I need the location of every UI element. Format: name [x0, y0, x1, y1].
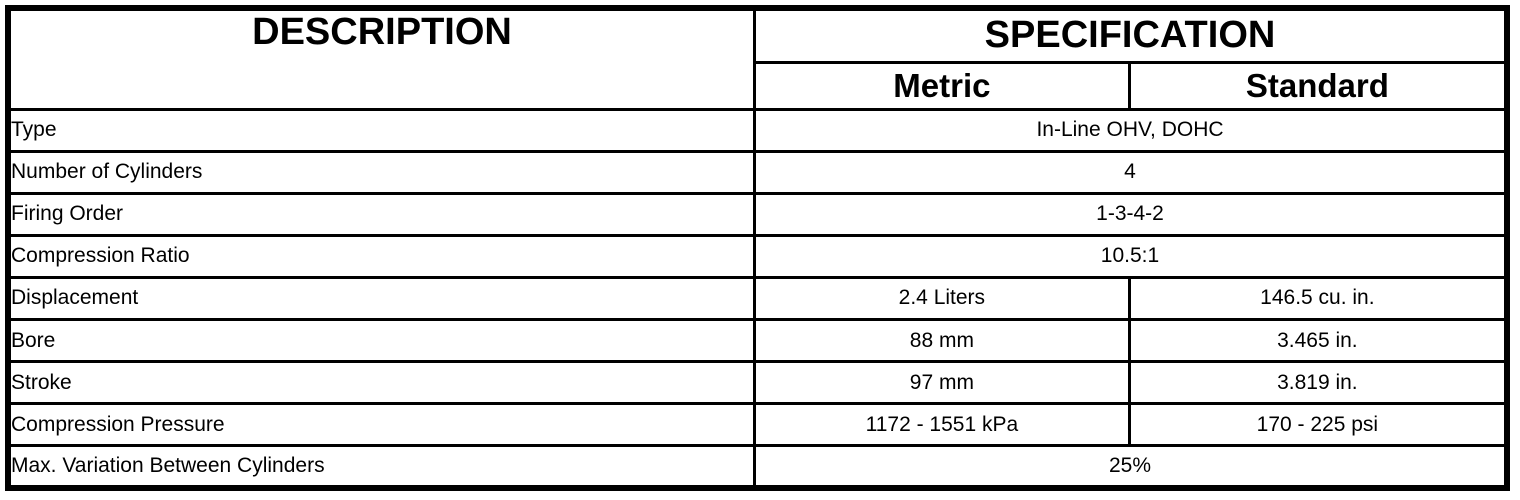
table-row-compression-pressure — [8, 404, 1507, 446]
row-value: 4 — [755, 151, 1508, 193]
row-description: Stroke — [8, 362, 755, 404]
header-description: DESCRIPTION — [8, 8, 755, 109]
table-row-compression-ratio — [8, 235, 1507, 277]
row-standard-value: 3.465 in. — [1129, 320, 1507, 362]
row-description: Compression Pressure — [8, 404, 755, 446]
row-value: In-Line OHV, DOHC — [755, 109, 1508, 151]
engine-specifications-table — [5, 5, 1510, 491]
row-description: Firing Order — [8, 193, 755, 235]
row-description: Max. Variation Between Cylinders — [8, 446, 755, 488]
row-standard-value: 170 - 225 psi — [1129, 404, 1507, 446]
row-metric-value: 88 mm — [755, 320, 1130, 362]
table-row-firing-order — [8, 193, 1507, 235]
row-metric-value: 1172 - 1551 kPa — [755, 404, 1130, 446]
table-row-bore — [8, 320, 1507, 362]
row-value: 1-3-4-2 — [755, 193, 1508, 235]
row-value: 25% — [755, 446, 1508, 488]
header-row-1 — [8, 8, 1507, 62]
row-metric-value: 2.4 Liters — [755, 277, 1130, 319]
row-description: Type — [8, 109, 755, 151]
row-metric-value: 97 mm — [755, 362, 1130, 404]
row-description: Displacement — [8, 277, 755, 319]
row-description: Bore — [8, 320, 755, 362]
row-value: 10.5:1 — [755, 235, 1508, 277]
table-row-type — [8, 109, 1507, 151]
table-row-displacement — [8, 277, 1507, 319]
table-row-max-variation — [8, 446, 1507, 488]
row-description: Compression Ratio — [8, 235, 755, 277]
table-row-stroke — [8, 362, 1507, 404]
header-specification: SPECIFICATION — [755, 8, 1508, 62]
header-metric: Metric — [755, 62, 1130, 109]
row-description: Number of Cylinders — [8, 151, 755, 193]
table-row-number-of-cylinders — [8, 151, 1507, 193]
header-standard: Standard — [1129, 62, 1507, 109]
row-standard-value: 3.819 in. — [1129, 362, 1507, 404]
row-standard-value: 146.5 cu. in. — [1129, 277, 1507, 319]
